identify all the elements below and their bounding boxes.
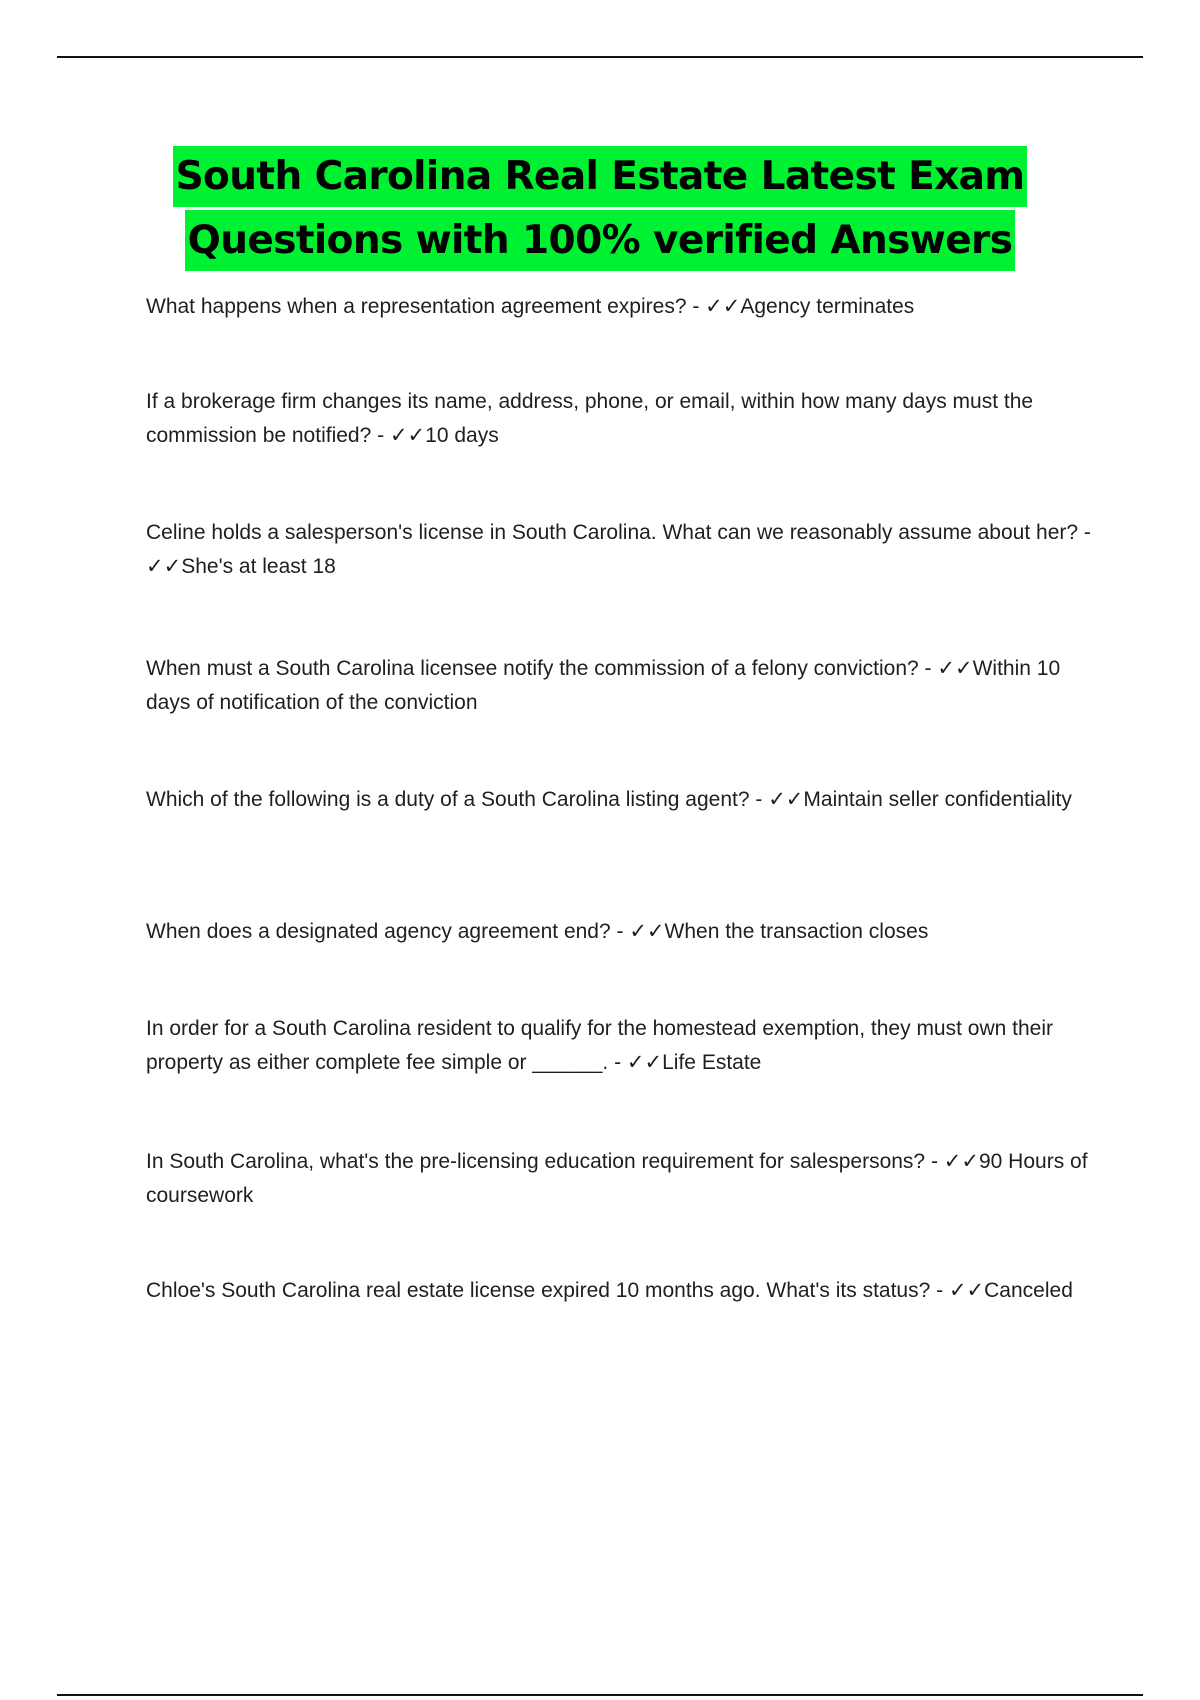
qa-item: [146, 516, 1096, 584]
question-text: In order for a South Carolina resident to qualify for the homestead exemption, they must own their property as either complete fee simple or ______. -: [146, 1017, 1053, 1074]
double-check-icon: ✓✓: [626, 1051, 663, 1074]
question-text: Celine holds a salesperson's license in South Carolina. What can we reasonably assume about her? -: [146, 521, 1091, 544]
question-text: If a brokerage firm changes its name, address, phone, or email, within how many days must the commission be notified? -: [146, 390, 1034, 447]
answer-text: Maintain seller confidentiality: [803, 788, 1072, 811]
document-title: [0, 146, 1200, 271]
question-text: What happens when a representation agreement expires? -: [146, 295, 706, 318]
question-text: When does a designated agency agreement end? -: [146, 920, 630, 943]
answer-text: Canceled: [984, 1279, 1073, 1302]
qa-item: [146, 1012, 1096, 1080]
question-text: When must a South Carolina licensee notify the commission of a felony conviction? -: [146, 657, 938, 680]
double-check-icon: ✓✓: [948, 1279, 985, 1302]
answer-text: Agency terminates: [740, 295, 915, 318]
bottom-rule: [57, 1694, 1143, 1696]
question-text: Chloe's South Carolina real estate license expired 10 months ago. What's its status? -: [146, 1279, 949, 1302]
answer-text: When the transaction closes: [664, 920, 929, 943]
title-line-1: South Carolina Real Estate Latest Exam: [173, 146, 1028, 207]
qa-item: [146, 385, 1096, 453]
answer-text: Life Estate: [662, 1051, 762, 1074]
qa-item: [146, 783, 1096, 817]
double-check-icon: ✓✓: [705, 295, 741, 318]
answer-text: She's at least 18: [181, 555, 336, 578]
qa-item: [146, 290, 1096, 324]
double-check-icon: ✓✓: [629, 920, 665, 943]
answer-text: Within 10 days of notification of the conviction: [146, 657, 1061, 714]
double-check-icon: ✓✓: [146, 555, 182, 578]
title-line-2: Questions with 100% verified Answers: [185, 210, 1016, 271]
double-check-icon: ✓✓: [768, 788, 804, 811]
question-text: Which of the following is a duty of a South Carolina listing agent? -: [146, 788, 769, 811]
qa-item: [146, 652, 1096, 720]
answer-text: 90 Hours of coursework: [146, 1150, 1088, 1207]
qa-item: [146, 1145, 1096, 1213]
top-rule: [57, 56, 1143, 58]
qa-item: [146, 1274, 1096, 1308]
qa-item: [146, 915, 1096, 949]
double-check-icon: ✓✓: [943, 1150, 979, 1173]
double-check-icon: ✓✓: [389, 424, 426, 447]
answer-text: 10 days: [425, 424, 499, 447]
double-check-icon: ✓✓: [937, 657, 973, 680]
question-text: In South Carolina, what's the pre-licensing education requirement for salespersons? -: [146, 1150, 944, 1173]
